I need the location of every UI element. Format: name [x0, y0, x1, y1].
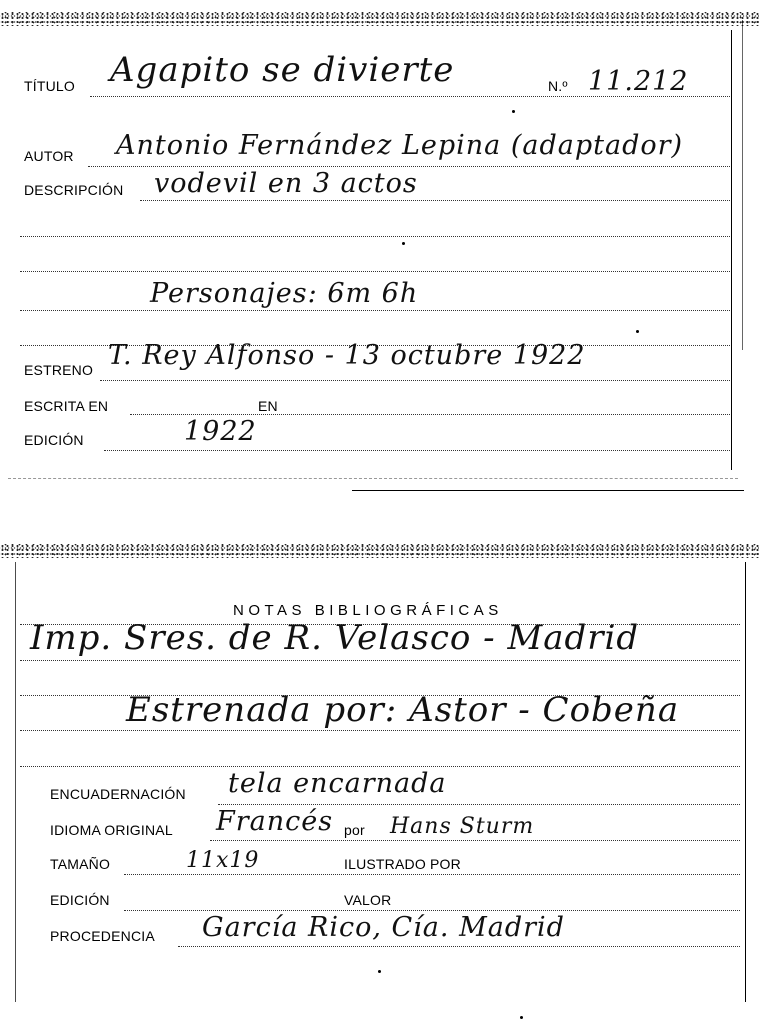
- edicion-label: EDICIÓN: [50, 892, 110, 908]
- valor-label: VALOR: [344, 892, 392, 908]
- notas-rule-5: [20, 766, 740, 767]
- edicion-label: EDICIÓN: [24, 432, 84, 448]
- descripcion-label: DESCRIPCIÓN: [24, 182, 124, 198]
- numero-label: N.º: [548, 78, 568, 94]
- en-label: EN: [258, 398, 278, 414]
- nota-line-2: Estrenada por: Astor - Cobeña: [126, 690, 680, 730]
- encuadernacion-rule: [218, 804, 740, 805]
- por-label: por: [344, 822, 365, 838]
- procedencia-value: García Rico, Cía. Madrid: [202, 912, 565, 943]
- descripcion-value: vodevil en 3 actos: [154, 168, 418, 199]
- autor-value: Antonio Fernández Lepina (adaptador): [116, 130, 684, 161]
- notas-rule-4: [20, 730, 740, 731]
- procedencia-label: PROCEDENCIA: [50, 928, 155, 944]
- card-shadow-line: [352, 490, 744, 491]
- speck: [636, 330, 639, 333]
- encuadernacion-value: tela encarnada: [228, 768, 447, 799]
- encuadernacion-label: ENCUADERNACIÓN: [50, 786, 186, 802]
- tamano-value: 11x19: [186, 848, 260, 873]
- catalog-card-bottom: [0, 540, 759, 1028]
- autor-label: AUTOR: [24, 148, 74, 164]
- escrita-rule: [130, 414, 730, 415]
- card-bottom-edge: [8, 478, 738, 479]
- idioma-value: Francés: [216, 806, 334, 837]
- nota-line-1: Imp. Sres. de R. Velasco - Madrid: [30, 618, 640, 658]
- titulo-label: TÍTULO: [24, 78, 75, 94]
- por-value: Hans Sturm: [390, 814, 535, 839]
- idioma-label: IDIOMA ORIGINAL: [50, 822, 173, 838]
- titulo-value: Agapito se divierte: [110, 50, 455, 90]
- speck: [512, 110, 515, 113]
- edicion-rule: [104, 450, 730, 451]
- card-right-edge: [745, 562, 746, 1002]
- blank-rule-2: [20, 271, 730, 272]
- escrita-label: ESCRITA EN: [24, 398, 109, 414]
- card-top-border: [0, 12, 759, 26]
- tamano-rule: [124, 874, 740, 875]
- blank-rule-3: [20, 310, 730, 311]
- card-right-edge: [731, 30, 732, 470]
- numero-value: 11.212: [588, 66, 689, 97]
- edicion-rule: [124, 910, 740, 911]
- procedencia-rule: [178, 946, 740, 947]
- blank-rule-1: [20, 236, 730, 237]
- autor-rule: [88, 166, 730, 167]
- catalog-card-top: [0, 0, 759, 500]
- card-left-edge: [15, 562, 16, 1002]
- personajes-note: Personajes: 6m 6h: [150, 278, 419, 309]
- idioma-rule: [210, 840, 740, 841]
- notas-rule-2: [20, 660, 740, 661]
- estreno-label: ESTRENO: [24, 362, 94, 378]
- speck: [520, 1016, 523, 1019]
- edicion-value: 1922: [184, 416, 257, 447]
- speck: [378, 970, 381, 973]
- estreno-rule: [100, 380, 730, 381]
- notas-heading: NOTAS BIBLIOGRÁFICAS: [233, 602, 503, 619]
- descripcion-rule: [140, 200, 730, 201]
- card-top-border: [0, 544, 759, 558]
- ilustrado-label: ILUSTRADO POR: [344, 856, 461, 872]
- estreno-value: T. Rey Alfonso - 13 octubre 1922: [108, 340, 586, 371]
- speck: [402, 242, 405, 245]
- card-right-edge-shadow: [742, 20, 743, 350]
- tamano-label: TAMAÑO: [50, 856, 111, 872]
